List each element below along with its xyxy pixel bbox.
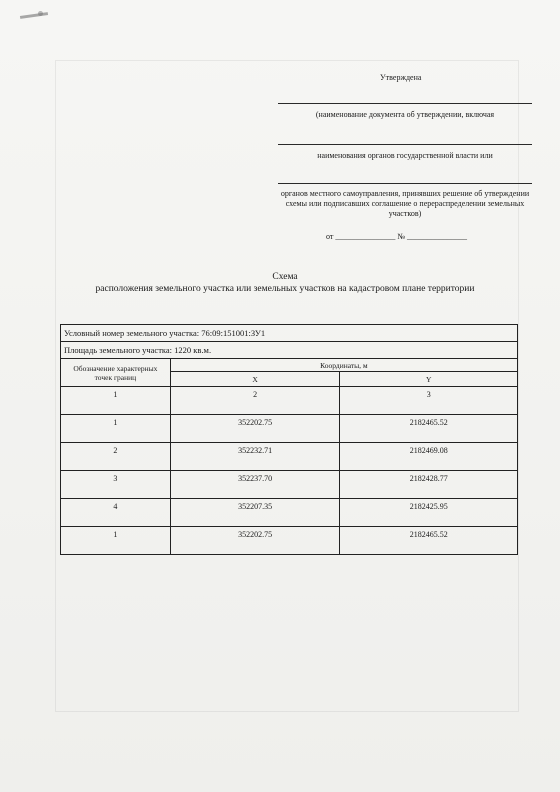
x-cell: 352207.35 — [170, 499, 340, 527]
coordinates-header: Координаты, м — [170, 359, 517, 372]
approval-caption-2: наименования органов государственной власти или — [317, 151, 493, 160]
area-cell: Площадь земельного участка: 1220 кв.м. — [61, 342, 518, 359]
approval-caption-3: органов местного самоуправления, принявших решение об утверждении схемы или подписавших соглашение о перераспределении земельных участков) — [280, 189, 530, 218]
y-cell: 2182465.52 — [340, 527, 518, 555]
table-row — [61, 471, 518, 499]
table-row — [61, 527, 518, 555]
title-line-2: расположения земельного участка или земельных участков на кадастровом плане территории — [95, 283, 475, 294]
column-number: 3 — [340, 387, 518, 415]
scan-mark — [20, 12, 48, 19]
x-cell: 352232.71 — [170, 443, 340, 471]
y-cell: 2182425.95 — [340, 499, 518, 527]
coordinates-table — [60, 324, 518, 555]
table-row — [61, 499, 518, 527]
x-column-header: X — [170, 372, 340, 387]
point-cell: 4 — [61, 499, 171, 527]
column-number: 2 — [170, 387, 340, 415]
number-blank: _______________ — [407, 232, 468, 241]
point-cell: 2 — [61, 443, 171, 471]
column-number-row — [61, 387, 518, 415]
date-number-row — [326, 232, 467, 241]
table-header-row — [61, 359, 518, 372]
area-row — [61, 342, 518, 359]
signature-line-1 — [278, 103, 532, 104]
point-column-header: Обозначение характерных точек границ — [61, 359, 171, 387]
date-prefix: от — [326, 232, 334, 241]
parcel-number-cell: Условный номер земельного участка: 76:09:151001:ЗУ1 — [61, 325, 518, 342]
column-number: 1 — [61, 387, 171, 415]
point-cell: 3 — [61, 471, 171, 499]
y-cell: 2182469.08 — [340, 443, 518, 471]
x-cell: 352202.75 — [170, 415, 340, 443]
x-cell: 352237.70 — [170, 471, 340, 499]
signature-line-2 — [278, 144, 532, 145]
point-cell: 1 — [61, 527, 171, 555]
signature-line-3 — [278, 183, 532, 184]
parcel-number-row — [61, 325, 518, 342]
table-row — [61, 415, 518, 443]
approval-heading: Утверждена — [380, 73, 422, 82]
date-blank: _______________ — [335, 232, 396, 241]
x-cell: 352202.75 — [170, 527, 340, 555]
scan-dot — [38, 11, 43, 16]
table-row — [61, 443, 518, 471]
title-line-1: Схема — [272, 272, 298, 282]
y-cell: 2182428.77 — [340, 471, 518, 499]
y-column-header: Y — [340, 372, 518, 387]
y-cell: 2182465.52 — [340, 415, 518, 443]
approval-caption-1: (наименование документа об утверждении, включая — [315, 110, 495, 119]
point-cell: 1 — [61, 415, 171, 443]
number-sign: № — [397, 232, 406, 241]
document-title — [90, 272, 480, 295]
